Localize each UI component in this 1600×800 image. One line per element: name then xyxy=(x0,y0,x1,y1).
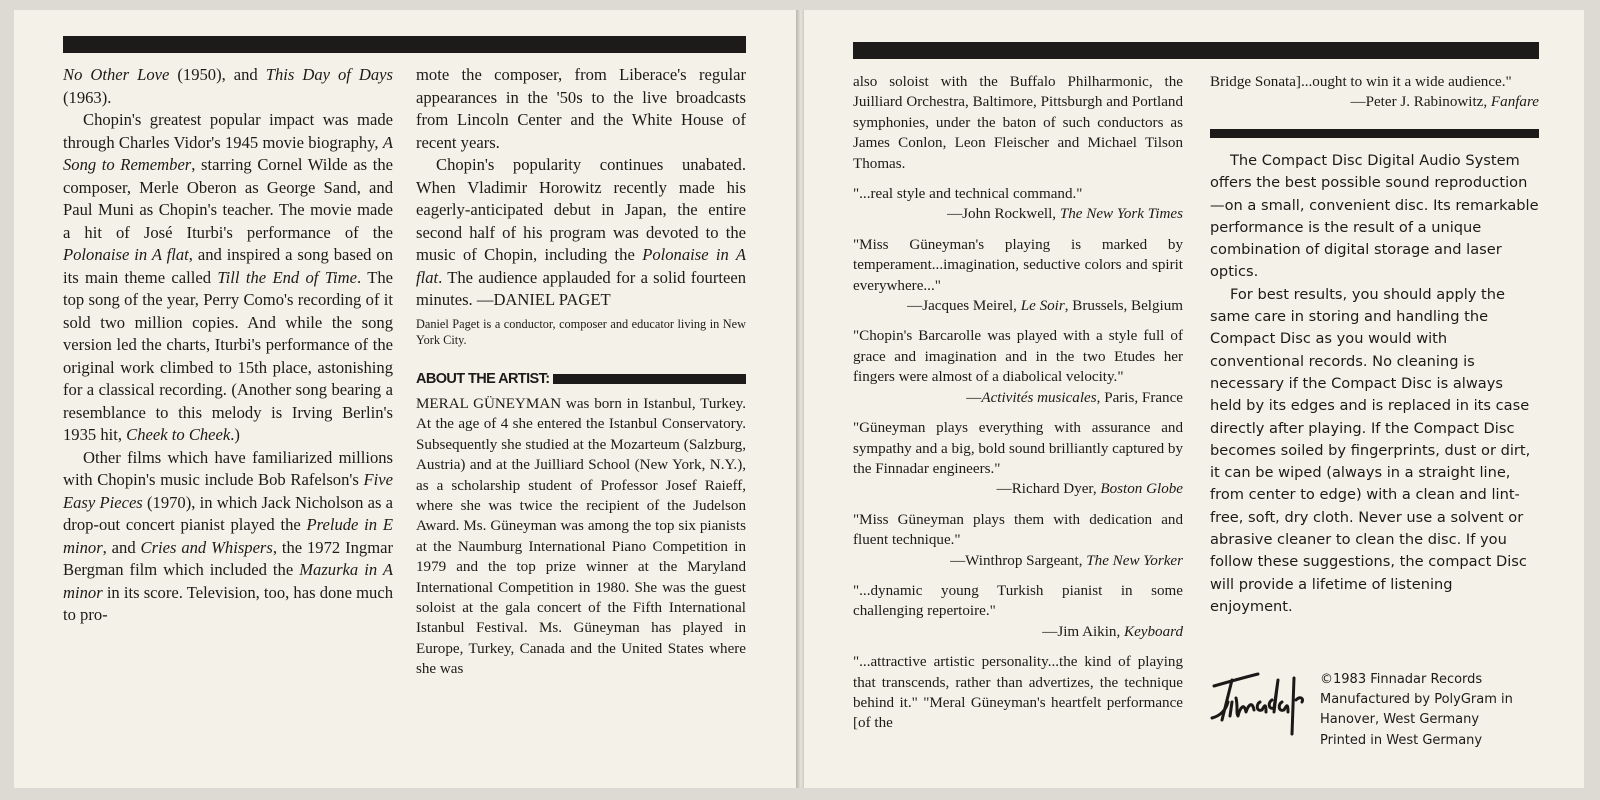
cd-care-text xyxy=(1210,150,1539,618)
book-gutter xyxy=(796,10,804,788)
review-source: —John Rockwell, The New York Times xyxy=(947,206,1183,223)
printed-line: Printed in West Germany xyxy=(1320,732,1483,748)
essay-paragraph: mote the composer, from Liberace's regular appearances in the '50s to the live broadcasts from Lincoln Center and the White House of recent years. xyxy=(416,65,746,152)
left-page-top-rule xyxy=(63,36,746,53)
review-quote xyxy=(853,326,1183,408)
copyright-line: ©1983 Finnadar Records xyxy=(1320,672,1483,687)
review-text: "Miss Güneyman plays them with dedication and fluent technique." xyxy=(853,511,1183,549)
right-page-top-rule xyxy=(853,42,1539,59)
review-text: "Miss Güneyman's playing is marked by temperament...imagination, seductive colors and spirit everywhere..." xyxy=(853,236,1183,294)
cd-info-column xyxy=(1210,72,1539,113)
essay-author: —DANIEL PAGET xyxy=(472,290,611,309)
essay-column-2 xyxy=(416,64,746,680)
cd-section-rule xyxy=(1210,129,1539,138)
reviews-column xyxy=(853,72,1183,744)
review-quote xyxy=(853,418,1183,500)
review-quote xyxy=(853,581,1183,642)
about-artist-heading: ABOUT THE ARTIST: xyxy=(416,368,746,391)
review-text: "Chopin's Barcarolle was played with a style full of grace and imagination and in the two Etudes her fingers were almost of a diabolical velocity." xyxy=(853,328,1183,386)
manufacturer-line: Manufactured by PolyGram in xyxy=(1320,692,1513,708)
essay-paragraph: No Other Love (1950), and This Day of Days (1963). xyxy=(63,65,394,107)
review-source: —Activités musicales, Paris, France xyxy=(966,389,1183,406)
review-source: —Jacques Meirel, Le Soir, Brussels, Belgium xyxy=(907,298,1183,315)
finnadar-logo xyxy=(1208,672,1308,744)
bio-continued: also soloist with the Buffalo Philharmonic, the Juilliard Orchestra, Baltimore, Pittsburgh and Portland symphonies, under the baton of such conductors as James Conlon, Leon Fleischer and Michael Tilson Thomas. xyxy=(853,74,1183,172)
review-text: "Güneyman plays everything with assurance and sympathy and a big, bold sound brilliantly captured by the Finnadar engineers." xyxy=(853,420,1183,477)
essay-column-1 xyxy=(63,64,393,627)
cd-paragraph: The Compact Disc Digital Audio System offers the best possible sound reproduction—on a small, convenient disc. Its remarkable performance is the result of a unique combination of digital storage and laser optics. xyxy=(1210,152,1539,281)
review-source: —Winthrop Sargeant, The New Yorker xyxy=(950,552,1183,569)
copyright-block xyxy=(1320,670,1560,751)
review-source: —Richard Dyer, Boston Globe xyxy=(996,481,1183,498)
review-source: —Jim Aikin, Keyboard xyxy=(1042,623,1183,640)
author-note: Daniel Paget is a conductor, composer and educator living in New York City. xyxy=(416,316,746,347)
review-quote xyxy=(853,235,1183,317)
essay-paragraph: Chopin's greatest popular impact was made through Charles Vidor's 1945 movie biography, A Song to Remember, starring Cornel Wilde as the composer, Merle Oberon as George Sand, and Paul Muni as Chopin's teacher. The movie made a hit of José Iturbi's performance of the Polonaise in A flat, and inspired a song based on its main theme called Till the End of Time. The top song of the year, Perry Como's recording of it sold two million copies. And while the song version led the charts, Iturbi's performance of the original work climbed to 15th place, astonishing for a classical recording. (Another song bearing a resemblance to this melody is Irving Berlin's 1935 hit, Cheek to Cheek.) xyxy=(63,110,394,444)
essay-paragraph: Other films which have familiarized millions with Chopin's music include Bob Rafelson's Five Easy Pieces (1970), in which Jack Nicholson as a drop-out concert pianist played the Prelude in E minor, and Cries and Whispers, the 1972 Ingmar Bergman film which included the Mazurka in A minor in its score. Television, too, has done much to pro- xyxy=(63,447,393,624)
review-text: "...dynamic young Turkish pianist in some challenging repertoire." xyxy=(853,582,1183,620)
cd-paragraph: For best results, you should apply the same care in storing and handling the Compact Disc as you would with conventional records. No cleaning is necessary if the Compact Disc is always held by its edges and is replaced in its case directly after playing. If the Compact Disc becomes soiled by fingerprints, dust or dirt, it can be wiped (always in a straight line, from center to edge) with a clean and lint-free, soft, dry cloth. Never use a solvent or abrasive cleaner to clean the disc. If you follow these suggestions, the compact Disc will provide a lifetime of listening enjoyment. xyxy=(1210,285,1531,615)
artist-bio: MERAL GÜNEYMAN was born in Istanbul, Turkey. At the age of 4 she entered the Istanbul Conservatory. Subsequently she studied at the Mozarteum (Salzburg, Austria) and at the Juilliard School (New York, N.Y.), as a scholarship student of Professor Josef Raieff, where she was twice the recipient of the Judelson Award. Ms. Güneyman was among the top six pianists at the Naumburg International Piano Competition in 1979 and the top prize winner at the Maryland International Competition in 1980. She was the guest soloist at the gala concert of the Fifth International Istanbul Festival. Ms. Güneyman has played in Europe, Turkey, Canada and the United States where she was xyxy=(416,396,746,678)
heading-rule xyxy=(553,374,746,384)
review-text: "...real style and technical command." xyxy=(853,186,1083,203)
finnadar-signature-icon xyxy=(1208,672,1308,744)
review-quote: "...attractive artistic personality...the kind of playing that transcends, rather than advertizes, the technique behind it." "Meral Güneyman's heartfelt performance [of the xyxy=(853,654,1183,732)
location-line: Hanover, West Germany xyxy=(1320,712,1480,728)
review-quote xyxy=(853,184,1183,225)
review-quote xyxy=(853,510,1183,571)
review-quote-end: Bridge Sonata]...ought to win it a wide audience." —Peter J. Rabinowitz, Fanfare xyxy=(1210,72,1539,92)
review-source: —Peter J. Rabinowitz, Fanfare xyxy=(1350,94,1539,111)
essay-paragraph: Chopin's popularity continues unabated. When Vladimir Horowitz recently made his eagerly-anticipated debut in Japan, the entire second half of his program was devoted to the music of Chopin, including the Polonaise in A flat. The audience applauded for a solid fourteen minutes. —DANIEL PAGET xyxy=(416,155,746,309)
